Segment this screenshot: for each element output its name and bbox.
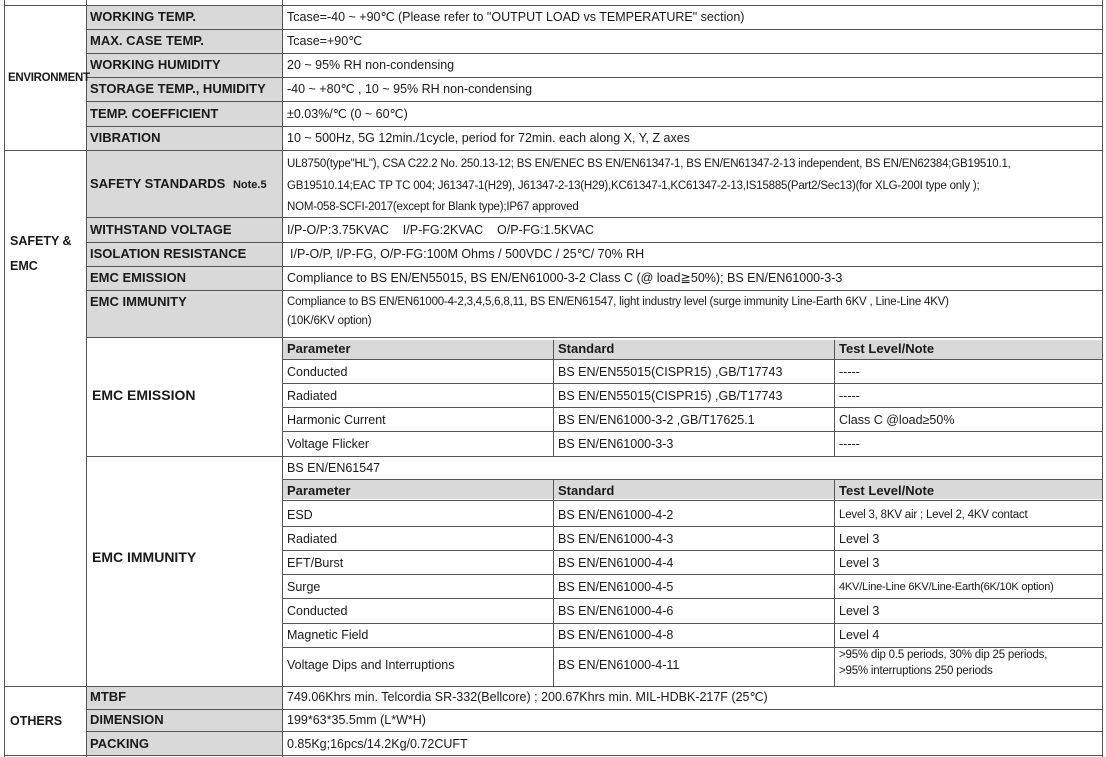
table-row-param: ESD [287,508,313,522]
table-row-param: Harmonic Current [287,413,386,427]
table-row-param: EFT/Burst [287,556,344,570]
section-others: OTHERS [10,714,63,728]
table-row-note: ----- [839,365,860,379]
table-row-note: ----- [839,389,860,403]
safety-standards-line1: UL8750(type"HL"), CSA C22.2 No. 250.13-12; BS EN/ENEC BS EN/EN61347-1, BS EN/EN61347-2-13 independent, BS EN/EN62384;GB19510.1, [287,158,1011,170]
table-row-standard: BS EN/EN55015(CISPR15) ,GB/T17743 [558,365,783,379]
emission-header-note: Test Level/Note [839,341,935,356]
table-row-standard: BS EN/EN61000-3-2 ,GB/T17625.1 [558,413,755,427]
value-emc-immunity-line1: Compliance to BS EN/EN61000-4-2,3,4,5,6,8,11, BS EN/EN61547, light industry level (surge immunity Line-Earth 6KV , Line-Line 4KV) [287,296,949,308]
label-working-temp: WORKING TEMP. [90,9,196,24]
table-row-param: Surge [287,580,321,594]
value-working-temp: Tcase=-40 ~ +90℃ (Please refer to "OUTPUT LOAD vs TEMPERATURE" section) [287,10,745,24]
section-environment: ENVIRONMENT [8,72,90,84]
table-row-note: Level 4 [839,628,880,642]
value-dimension: 199*63*35.5mm (L*W*H) [287,713,426,727]
label-safety-standards: SAFETY STANDARDS Note.5 [90,176,267,191]
table-row-standard: BS EN/EN61000-3-3 [558,437,674,451]
immunity-standard-line: BS EN/EN61547 [287,461,381,475]
table-row-note: Level 3 [839,604,880,618]
table-row-param: Radiated [287,532,338,546]
immunity-header-bg [282,480,1102,499]
label-storage-temp: STORAGE TEMP., HUMIDITY [90,81,266,96]
table-row-note: Class C @load≥50% [839,413,955,427]
value-temp-coefficient: ±0.03%/℃ (0 ~ 60℃) [287,107,408,121]
table-row-note: Level 3 [839,532,880,546]
table-row-note: ----- [839,437,860,451]
table-row-standard: BS EN/EN61000-4-11 [558,658,680,672]
value-storage-temp: -40 ~ +80℃ , 10 ~ 95% RH non-condensing [287,82,533,96]
value-max-case-temp: Tcase=+90℃ [287,34,363,48]
label-temp-coefficient: TEMP. COEFFICIENT [90,106,219,121]
safety-standards-line2: GB19510.14;EAC TP TC 004; J61347-1(H29), J61347-2-13(H29),KC61347-1,KC61347-2-13,IS15885(Part2/Sec13)(for XLG-200I type only ); [287,180,980,192]
table-row-note: 4KV/Line-Line 6KV/Line-Earth(6K/10K option) [839,581,1054,593]
label-mtbf: MTBF [90,689,127,704]
value-working-humidity: 20 ~ 95% RH non-condensing [287,58,455,72]
emission-header-parameter: Parameter [287,341,351,356]
immunity-header-note: Test Level/Note [839,483,935,498]
value-mtbf: 749.06Khrs min. Telcordia SR-332(Bellcore) ; 200.67Khrs min. MIL-HDBK-217F (25℃) [287,690,768,704]
table-row-standard: BS EN/EN61000-4-8 [558,628,674,642]
label-emc-immunity: EMC IMMUNITY [90,294,187,309]
table-row-param: Magnetic Field [287,628,369,642]
table-row-standard: BS EN/EN61000-4-4 [558,556,674,570]
table-row-standard: BS EN/EN61000-4-2 [558,508,674,522]
table-row-param: Conducted [287,604,348,618]
section-safety-line1: SAFETY & [10,234,72,248]
table-row-param: Voltage Flicker [287,437,369,451]
label-packing: PACKING [90,736,149,751]
table-row-param: Radiated [287,389,338,403]
immunity-header-standard: Standard [558,483,615,498]
table-row-note-line1: >95% dip 0.5 periods, 30% dip 25 periods, [839,649,1048,661]
table-row-note-line2: >95% interruptions 250 periods [839,665,993,677]
table-row-note: Level 3, 8KV air ; Level 2, 4KV contact [839,509,1028,521]
table-row-standard: BS EN/EN61000-4-3 [558,532,674,546]
table-row-param: Voltage Dips and Interruptions [287,658,455,672]
emission-header-standard: Standard [558,341,615,356]
label-dimension: DIMENSION [90,712,164,727]
emission-header-bg [282,340,1102,359]
value-emc-immunity-line2: (10K/6KV option) [287,315,372,327]
note-5-ref: Note.5 [232,179,267,191]
section-safety-line2: EMC [10,259,38,273]
label-working-humidity: WORKING HUMIDITY [90,57,221,72]
emission-table-title: EMC EMISSION [92,387,196,403]
table-row-standard: BS EN/EN61000-4-5 [558,580,674,594]
value-vibration: 10 ~ 500Hz, 5G 12min./1cycle, period for 72min. each along X, Y, Z axes [287,131,690,145]
table-row-note: Level 3 [839,556,880,570]
label-vibration: VIBRATION [90,130,161,145]
table-row-standard: BS EN/EN61000-4-6 [558,604,674,618]
table-row-standard: BS EN/EN55015(CISPR15) ,GB/T17743 [558,389,783,403]
value-packing: 0.85Kg;16pcs/14.2Kg/0.72CUFT [287,737,468,751]
label-withstand-voltage: WITHSTAND VOLTAGE [90,222,232,237]
label-isolation-resistance: ISOLATION RESISTANCE [90,246,247,261]
value-emc-emission: Compliance to BS EN/EN55015, BS EN/EN61000-3-2 Class C (@ load≧50%); BS EN/EN61000-3-3 [287,271,843,285]
safety-standards-line3: NOM-058-SCFI-2017(except for Blank type);IP67 approved [287,201,579,213]
immunity-table-title: EMC IMMUNITY [92,549,197,565]
table-row-param: Conducted [287,365,348,379]
value-withstand-voltage: I/P-O/P:3.75KVAC I/P-FG:2KVAC O/P-FG:1.5KVAC [287,223,595,237]
label-max-case-temp: MAX. CASE TEMP. [90,33,204,48]
label-emc-emission: EMC EMISSION [90,270,187,285]
value-isolation-resistance: I/P-O/P, I/P-FG, O/P-FG:100M Ohms / 500VDC / 25℃/ 70% RH [290,247,645,261]
immunity-header-parameter: Parameter [287,483,351,498]
